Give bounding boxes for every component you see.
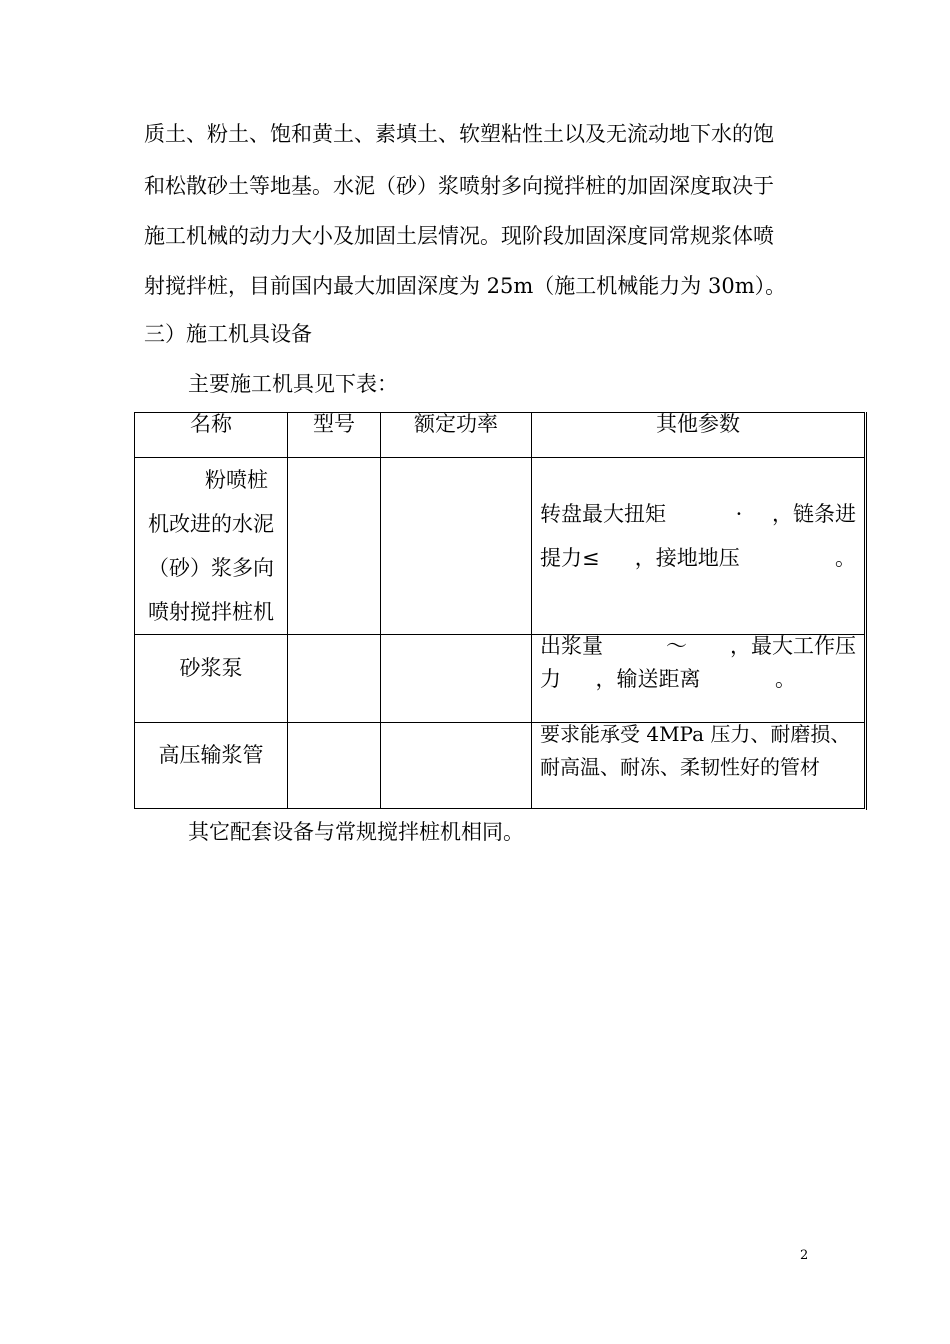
header-name: 名称 [135, 413, 288, 458]
paragraph-line: 质土、粉土、饱和黄土、素填土、软塑粘性土以及无流动地下水的饱 [144, 122, 774, 146]
param-line: 力 ，输送距离 。 [540, 667, 796, 691]
page-number: 2 [800, 1248, 809, 1263]
param-line: 耐高温、耐冻、柔韧性好的管材 [540, 755, 820, 779]
table-row [135, 723, 865, 809]
param-line: 提力≤ ，接地地压 。 [540, 546, 856, 570]
paragraph-line: 施工机械的动力大小及加固土层情况。现阶段加固深度同常规浆体喷 [144, 224, 774, 248]
name-line: 高压输浆管 [158, 742, 264, 767]
table-row [135, 635, 865, 723]
paragraph-line: 射搅拌桩，目前国内最大加固深度为 25m（施工机械能力为 30m）。 [144, 274, 787, 298]
name-line: （砂）浆多向 [148, 556, 274, 580]
table-outer-border [866, 412, 867, 810]
name-line: 机改进的水泥 [148, 512, 274, 536]
params-cell [532, 458, 865, 635]
power-cell [381, 635, 532, 723]
closing-text: 其它配套设备与常规搅拌桩机相同。 [188, 820, 524, 844]
params-cell [532, 723, 865, 809]
table-row [135, 458, 865, 635]
table-intro: 主要施工机具见下表： [188, 372, 398, 396]
model-cell [288, 458, 381, 635]
power-cell [381, 723, 532, 809]
model-cell [288, 723, 381, 809]
params-cell [532, 635, 865, 723]
name-line: 喷射搅拌桩机 [148, 600, 274, 624]
section-heading: 三）施工机具设备 [144, 322, 312, 346]
equipment-name-cell [135, 635, 288, 723]
name-line: 粉喷桩 [205, 468, 268, 492]
power-cell [381, 458, 532, 635]
equipment-name-cell [135, 723, 288, 809]
equipment-table [134, 412, 865, 809]
table-header-row [135, 413, 865, 458]
param-line: 要求能承受 4MPa 压力、耐磨损、 [540, 722, 851, 746]
param-line: 出浆量 ～ ，最大工作压 [540, 634, 856, 658]
paragraph-line: 和松散砂土等地基。水泥（砂）浆喷射多向搅拌桩的加固深度取决于 [144, 174, 774, 198]
param-line: 转盘最大扭矩 · ，链条进 [540, 502, 856, 526]
name-line: 砂浆泵 [179, 655, 243, 680]
equipment-name-cell [135, 458, 288, 635]
header-power: 额定功率 [381, 413, 532, 458]
header-params: 其他参数 [532, 413, 865, 458]
header-model: 型号 [288, 413, 381, 458]
model-cell [288, 635, 381, 723]
